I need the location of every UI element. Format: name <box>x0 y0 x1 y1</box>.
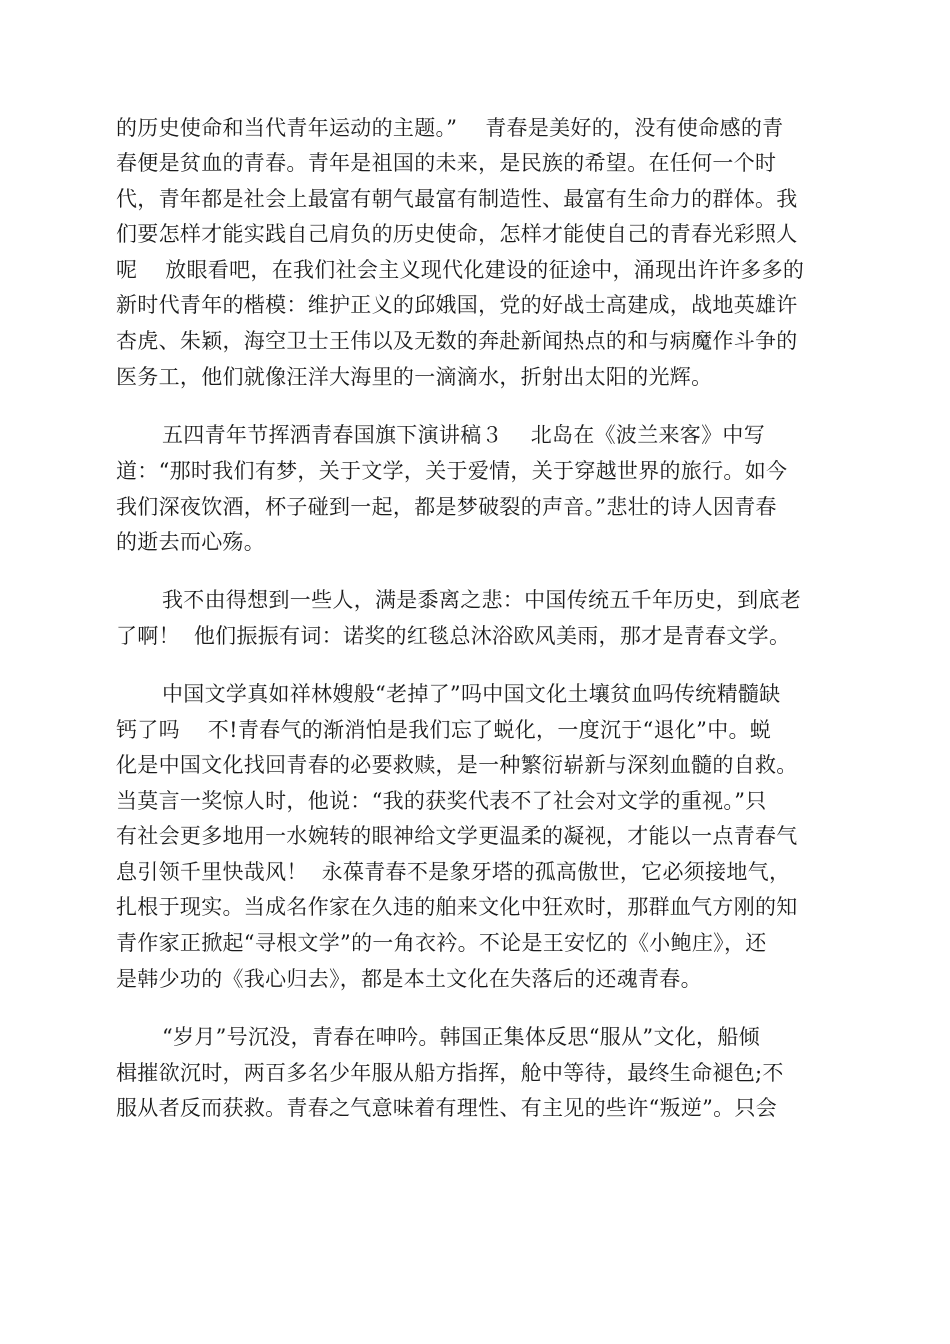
text-line: 了啊！ 他们振振有词：诺奖的红毯总沐浴欧风美雨，那才是青春文学。 <box>116 624 791 648</box>
text-line: 当莫言一奖惊人时，他说：“我的获奖代表不了社会对文学的重视。”只 <box>116 789 767 813</box>
text-line: 道：“那时我们有梦，关于文学，关于爱情，关于穿越世界的旅行。如今 <box>116 459 788 483</box>
text-line: 杏虎、朱颖，海空卫士王伟以及无数的奔赴新闻热点的和与病魔作斗争的 <box>116 329 798 353</box>
text-line: 代，青年都是社会上最富有朝气最富有制造性、最富有生命力的群体。我 <box>116 187 798 211</box>
text-line: 中国文学真如祥林嫂般“老掉了”吗中国文化土壤贫血吗传统精髓缺 <box>162 682 781 706</box>
text-line: “岁月”号沉没，青春在呻吟。韩国正集体反思“服从”文化，船倾 <box>162 1025 760 1049</box>
text-line: 呢 放眼看吧，在我们社会主义现代化建设的征途中，涌现出许许多多的 <box>116 258 805 282</box>
text-line: 我们深夜饮酒，杯子碰到一起，都是梦破裂的声音。”悲壮的诗人因青春 <box>116 495 777 519</box>
text-line: 服从者反而获救。青春之气意味着有理性、有主见的些许“叛逆”。只会 <box>116 1096 778 1120</box>
text-line: 息引领千里快哉风！ 永葆青春不是象牙塔的孤高傲世，它必须接地气， <box>116 860 791 884</box>
text-line: 楫摧欲沉时，两百多名少年服从船方指挥，舱中等待，最终生命褪色;不 <box>116 1061 784 1085</box>
text-line: 新时代青年的楷模：维护正义的邱娥国，党的好战士高建成，战地英雄许 <box>116 293 798 317</box>
text-line: 的逝去而心殇。 <box>116 530 266 554</box>
text-line: 五四青年节挥洒青春国旗下演讲稿３ 北岛在《波兰来客》中写 <box>162 423 765 447</box>
text-line: 钙了吗 不!青春气的渐消怕是我们忘了蜕化，一度沉于“退化”中。蜕 <box>116 718 772 742</box>
text-line: 有社会更多地用一水婉转的眼神给文学更温柔的凝视，才能以一点青春气 <box>116 824 798 848</box>
text-line: 医务工，他们就像汪洋大海里的一滴滴水，折射出太阳的光辉。 <box>116 365 713 389</box>
text-line: 我不由得想到一些人，满是黍离之悲：中国传统五千年历史，到底老 <box>162 588 801 612</box>
text-line: 的历史使命和当代青年运动的主题。” 青春是美好的，没有使命感的青 <box>116 116 784 140</box>
text-line: 们要怎样才能实践自己肩负的历史使命，怎样才能使自己的青春光彩照人 <box>116 222 798 246</box>
text-line: 化是中国文化找回青春的必要救赎，是一种繁衍崭新与深刻血髓的自救。 <box>116 753 798 777</box>
text-line: 扎根于现实。当成名作家在久违的舶来文化中狂欢时，那群血气方刚的知 <box>116 895 798 919</box>
text-line: 春便是贫血的青春。青年是祖国的未来，是民族的希望。在任何一个时 <box>116 151 777 175</box>
text-line: 青作家正掀起“寻根文学”的一角衣衿。不论是王安忆的《小鲍庄》，还 <box>116 931 767 955</box>
text-line: 是韩少功的《我心归去》，都是本土文化在失落后的还魂青春。 <box>116 967 702 991</box>
